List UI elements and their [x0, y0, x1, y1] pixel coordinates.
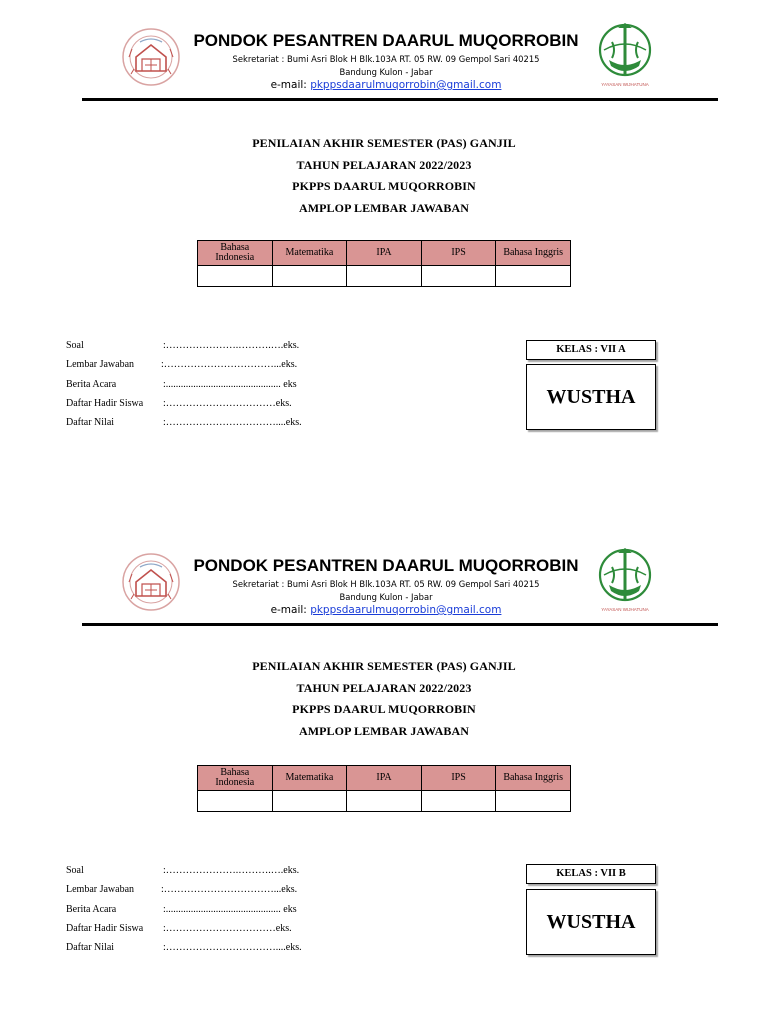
level-box: WUSTHA [526, 364, 656, 430]
title-envelope: AMPLOP LEMBAR JAWABAN [298, 723, 470, 738]
document-titles [0, 133, 768, 219]
address-block [186, 53, 586, 79]
organization-name: PONDOK PESANTREN DAARUL MUQORROBIN [193, 31, 579, 50]
document-titles [0, 656, 768, 742]
header-divider [82, 623, 718, 626]
title-year: TAHUN PELAJARAN 2022/2023 [296, 680, 472, 695]
yayasan-caption: YAYASAN WIJHATUNA [601, 82, 649, 87]
check-cell[interactable] [272, 791, 347, 812]
address-line-1: Sekretariat : Bumi Asri Blok H Blk.103A RT. 05 RW. 09 Gempol Sari 40215 [232, 579, 540, 589]
yayasan-caption: YAYASAN WIJHATUNA [601, 607, 649, 612]
check-cell[interactable] [347, 266, 422, 287]
subject-cell: IPS [421, 241, 496, 266]
check-cell[interactable] [198, 791, 273, 812]
check-cell[interactable] [421, 266, 496, 287]
subject-cell: IPS [421, 766, 496, 791]
title-institution: PKPPS DAARUL MUQORROBIN [292, 179, 476, 193]
subject-cell: Bahasa Indonesia [198, 241, 273, 266]
check-cell[interactable] [496, 791, 571, 812]
header-divider [82, 98, 718, 101]
email-line [186, 604, 586, 616]
subject-cell: Matematika [272, 241, 347, 266]
check-cell[interactable] [198, 266, 273, 287]
email-prefix: e-mail: [270, 604, 311, 616]
subject-cell: IPA [347, 766, 422, 791]
email-link[interactable]: pkppsdaarulmuqorrobin@gmail.com [310, 79, 502, 91]
address-line-2: Bandung Kulon - Jabar [339, 67, 433, 77]
level-box: WUSTHA [526, 889, 656, 955]
title-exam: PENILAIAN AKHIR SEMESTER (PAS) GANJIL [252, 136, 516, 150]
check-cell[interactable] [496, 266, 571, 287]
subjects-header-row [198, 241, 571, 266]
organization-name: PONDOK PESANTREN DAARUL MUQORROBIN [193, 556, 579, 575]
envelope-section-2: PONDOK PESANTREN DAARUL MUQORROBIN Sekretariat : Bumi Asri Blok H Blk.103A RT. 05 RW. 09 Gempol Sari 40215 Bandung Kulon - Jabar e-mail: pkppsdaarulmuqorrobin@gmail.com YAYASAN WIJHATUNA PENILAIAN AKHIR SEMESTER (PAS) GANJIL TAHUN PELAJARAN 2022/2023 PKPPS DAARUL MUQORROBIN AMPLOP LEMBAR JAWABAN Bahasa Indonesia Matematika IPA IPS Bahasa Inggris Soal :………………….……….….eks. Lembar Jawaban :……………………………...eks. Berita Acara :.............................................. eks Daftar Hadir Siswa :……………………………eks. Daftar Nilai :……………………………....eks. KELAS : VII B WUSTHA [0, 525, 768, 1025]
subjects-header-row [198, 766, 571, 791]
check-cell[interactable] [347, 791, 422, 812]
email-prefix: e-mail: [270, 79, 311, 91]
subjects-table [197, 765, 571, 812]
pesantren-logo-icon [120, 27, 182, 87]
title-year: TAHUN PELAJARAN 2022/2023 [296, 157, 472, 172]
address-block [186, 578, 586, 604]
subjects-check-row [198, 266, 571, 287]
subject-cell: Matematika [272, 766, 347, 791]
subjects-check-row [198, 791, 571, 812]
title-envelope: AMPLOP LEMBAR JAWABAN [298, 200, 470, 215]
subjects-table [197, 240, 571, 287]
yayasan-logo-icon [594, 545, 656, 617]
address-line-2: Bandung Kulon - Jabar [339, 592, 433, 602]
class-label-box: KELAS : VII B [526, 864, 656, 884]
subject-cell: Bahasa Inggris [496, 241, 571, 266]
subject-cell: Bahasa Indonesia [198, 766, 273, 791]
check-cell[interactable] [272, 266, 347, 287]
email-link[interactable]: pkppsdaarulmuqorrobin@gmail.com [310, 604, 502, 616]
check-cell[interactable] [421, 791, 496, 812]
email-line [186, 79, 586, 91]
pesantren-logo-icon [120, 552, 182, 612]
address-line-1: Sekretariat : Bumi Asri Blok H Blk.103A RT. 05 RW. 09 Gempol Sari 40215 [232, 54, 540, 64]
class-label-box: KELAS : VII A [526, 340, 656, 360]
subject-cell: IPA [347, 241, 422, 266]
title-institution: PKPPS DAARUL MUQORROBIN [292, 702, 476, 716]
yayasan-logo-icon [594, 20, 656, 92]
title-exam: PENILAIAN AKHIR SEMESTER (PAS) GANJIL [252, 659, 516, 673]
subject-cell: Bahasa Inggris [496, 766, 571, 791]
envelope-section-1: PONDOK PESANTREN DAARUL MUQORROBIN Sekretariat : Bumi Asri Blok H Blk.103A RT. 05 RW. 09 Gempol Sari 40215 Bandung Kulon - Jabar e-mail: pkppsdaarulmuqorrobin@gmail.com YAYASAN WIJHATUNA PENILAIAN AKHIR SEMESTER (PAS) GANJIL TAHUN PELAJARAN 2022/2023 PKPPS DAARUL MUQORROBIN AMPLOP LEMBAR JAWABAN Bahasa Indonesia Matematika IPA IPS Bahasa Inggris Soal :………………….……….….eks. Lembar Jawaban :……………………………...eks. Berita Acara :.............................................. eks Daftar Hadir Siswa :……………………………eks. Daftar Nilai :……………………………....eks. KELAS : VII A WUSTHA [0, 0, 768, 500]
